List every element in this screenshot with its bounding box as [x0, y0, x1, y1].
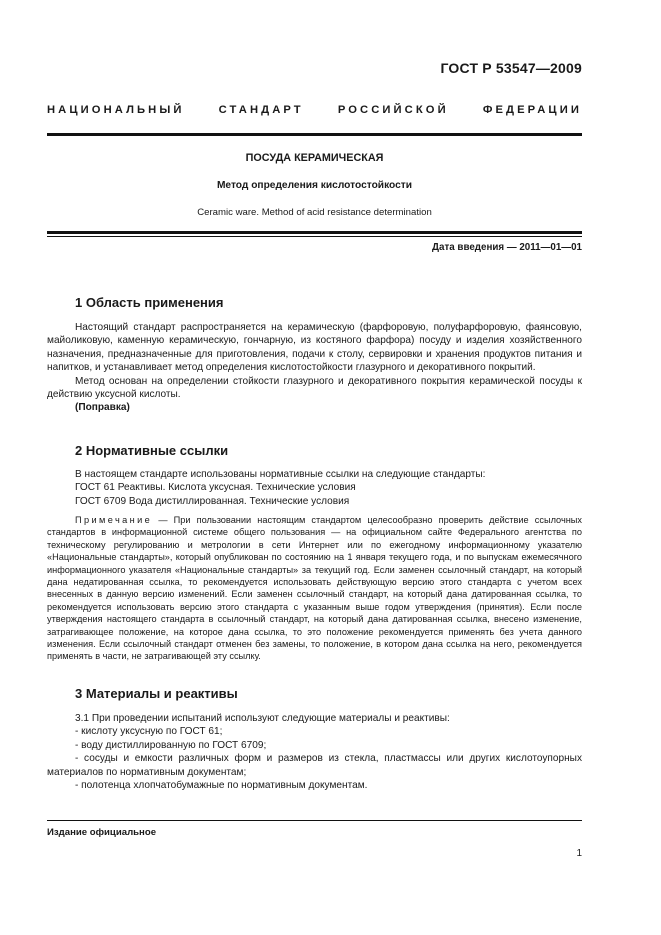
header-rule: [47, 133, 582, 136]
document-title: ПОСУДА КЕРАМИЧЕСКАЯ: [245, 152, 384, 164]
document-number: ГОСТ Р 53547—2009: [440, 60, 582, 76]
section-1-paragraph-1: Настоящий стандарт распространяется на керамическую (фарфоровую, полуфарфоровую, фаянсовую, майоликовую, каменную керамическую, гончарную, из костяного фарфора) посуду и изделия хозяйственного назначения, предназначенные для приготовления, подачи к столу, сервировки и хранения продуктов питания и напитков, и устанавливает метод определения кислотостойкости глазурного и декоративного покрытий.: [47, 322, 582, 374]
note-text: — При пользовании настоящим стандартом целесообразно проверить действие ссылочных стандартов в информационной системе общего пользования — на официальном сайте Федерального агентства по техническому регулированию и метрологии в сети Интернет или по ежегодному информационному указателю «Национальные стандарты», который опубликован по состоянию на 1 января текущего года, и по выпускам ежемесячного информационного указателя «Национальные стандарты» за текущий год. Если заменен ссылочный стандарт, на который дана недатированная ссылка, то рекомендуется использовать действующую версию этого стандарта с учетом всех внесенных в данную версию изменений. Если заменен ссылочный стандарт, на который дана датированная ссылка, то рекомендуется использовать версию этого стандарта с указанным выше годом утверждения (принятия). Если после утверждения настоящего стандарта в ссылочный стандарт, на который дана датированная ссылка, внесено изменение, затрагивающее положение, на которое дана ссылка, то это положение рекомендуется применять без учета данного изменения. Если ссылочный стандарт отменен без замены, то положение, в котором дана ссылка на него, рекомендуется применять в части, не затрагивающей эту ссылку.: [47, 515, 582, 662]
official-edition-label: Издание официальное: [47, 827, 157, 838]
section-1-body: [47, 321, 582, 415]
section-3-intro: 3.1 При проведении испытаний используют следующие материалы и реактивы:: [75, 713, 450, 724]
section-2-body: [47, 468, 582, 508]
section-1-paragraph-2: Метод основан на определении стойкости глазурного и декоративного покрытия керамической посуды к действию уксусной кислоты.: [47, 375, 582, 401]
footer-rule: [47, 820, 582, 821]
material-item: - сосуды и емкости различных форм и размеров из стекла, пластмассы или других кислотоупорных материалов по нормативным документам;: [47, 753, 582, 778]
section-3-body: [47, 712, 582, 792]
section-2-note: [47, 514, 582, 663]
page-number: 1: [576, 848, 582, 859]
title-rule-thick: [47, 231, 582, 234]
document-subtitle: Метод определения кислотостойкости: [216, 180, 413, 191]
material-item: - кислоту уксусную по ГОСТ 61;: [75, 726, 223, 738]
material-item: - воду дистиллированную по ГОСТ 6709;: [75, 739, 267, 751]
material-item: - полотенца хлопчатобумажные по нормативным документам.: [75, 780, 368, 792]
effective-date: Дата введения — 2011—01—01: [432, 242, 582, 253]
section-2-heading: 2 Нормативные ссылки: [75, 443, 229, 458]
section-1-heading: 1 Область применения: [75, 295, 224, 310]
reference-item: ГОСТ 61 Реактивы. Кислота уксусная. Технические условия: [75, 482, 356, 494]
amendment-note: (Поправка): [75, 402, 130, 414]
section-3-heading: 3 Материалы и реактивы: [75, 686, 238, 701]
section-2-intro: В настоящем стандарте использованы нормативные ссылки на следующие стандарты:: [75, 469, 486, 480]
english-title: Ceramic ware. Method of acid resistance determination: [197, 207, 432, 218]
national-standard-heading: НАЦИОНАЛЬНЫЙ СТАНДАРТ РОССИЙСКОЙ ФЕДЕРАЦИИ: [47, 104, 582, 116]
note-label: Примечание: [75, 515, 153, 525]
title-rule-thin: [47, 236, 582, 237]
reference-item: ГОСТ 6709 Вода дистиллированная. Технические условия: [75, 495, 350, 507]
